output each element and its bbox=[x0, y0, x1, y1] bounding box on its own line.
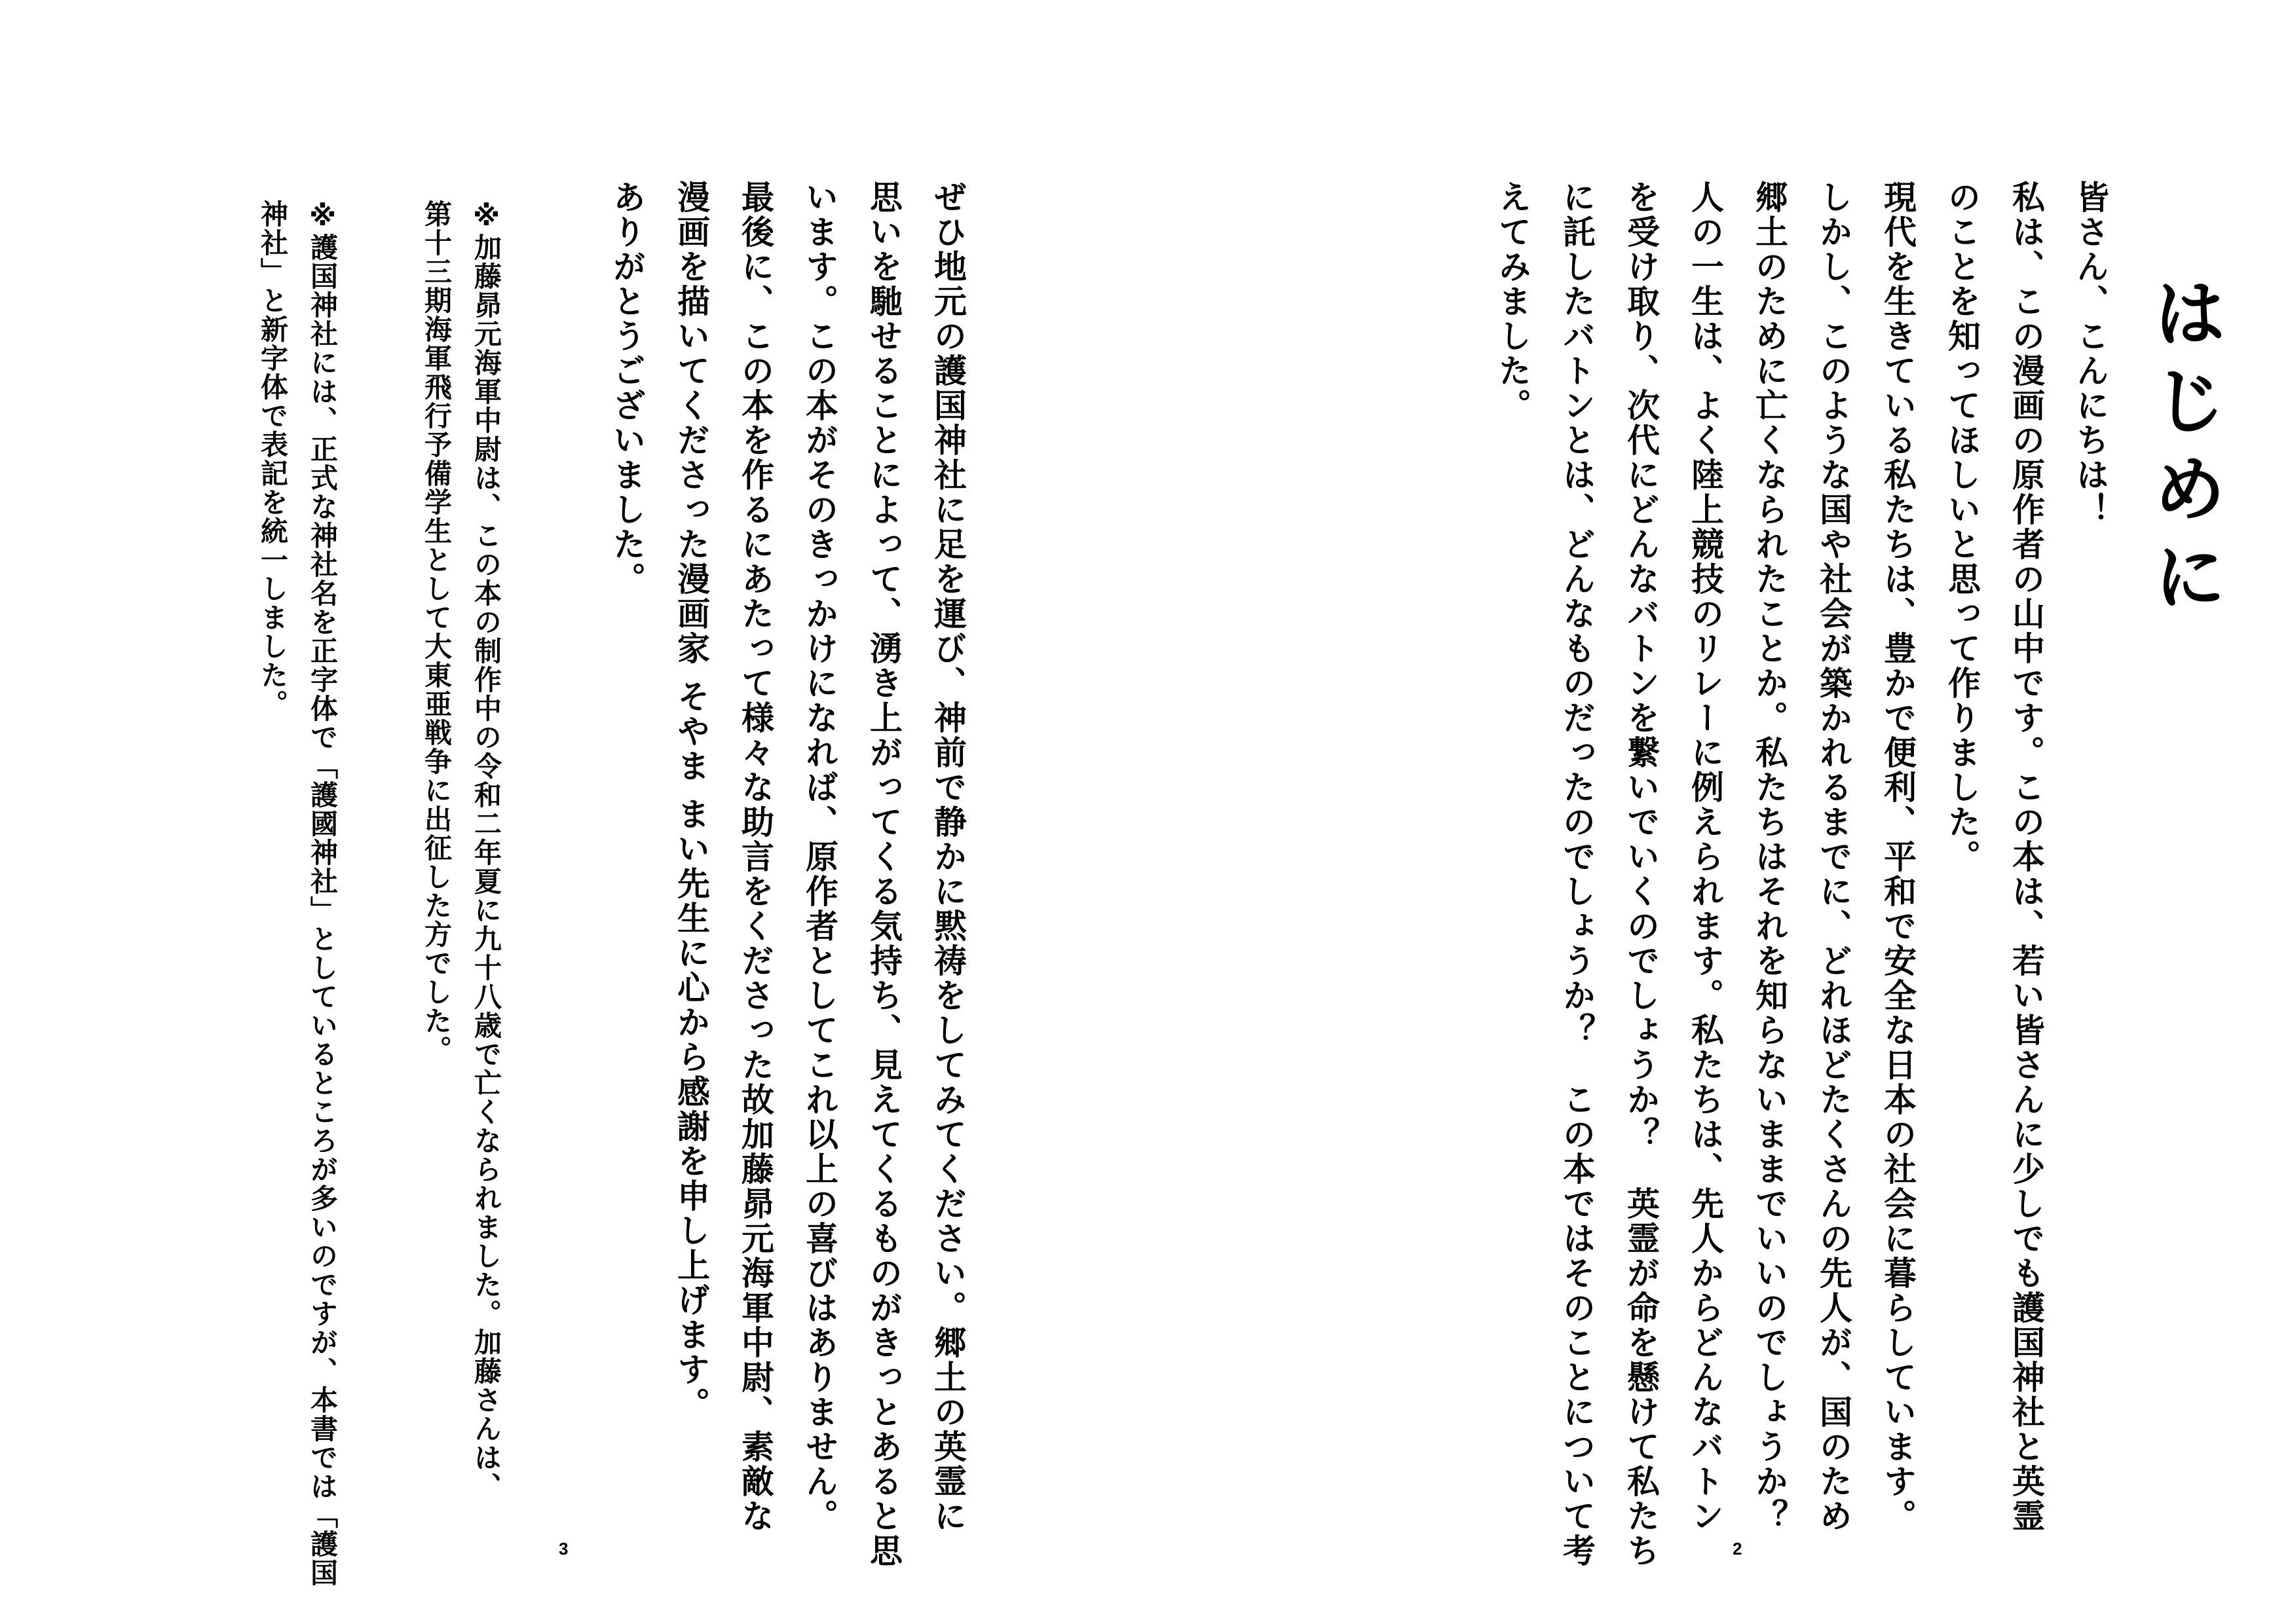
closing-body bbox=[595, 180, 980, 1588]
footnote-shrine-name: ※護国神社には、正式な神社名を正字体で「護國神社」としているところが多いのですが、本書では「護国 神社」と新字体で表記を統一しました。 bbox=[257, 200, 339, 1587]
page-right bbox=[1145, 0, 2290, 1624]
page-number: 2 bbox=[1733, 1539, 1742, 1559]
page-number: 3 bbox=[559, 1539, 569, 1559]
paragraph-relay-baton: 人の一生は、よく陸上競技のリレーに例えられます。私たちは、先人からどんなバトン を受け取り、次代にどんなバトンを繋いでいくのでしょうか？ 英霊が命を懸けて私たち に託したバトンとは、どんなものだったのでしょうか？ この本ではそのことについて考 えてみました。 bbox=[1493, 180, 1724, 1568]
paragraph-greeting: 皆さん、こんにちは！ 私は、この漫画の原作者の山中です。この本は、若い皆さんに少しでも護国神社と英霊 のことを知ってほしいと思って作りました。 bbox=[1943, 180, 2109, 1534]
paragraph-acknowledgements: 最後に、この本を作るにあたって様々な助言をくださった故加藤昴元海軍中尉、素敵な 漫画を描いてくださった漫画家 そやま まい先生に心から感謝を申し上げます。 ありがとうございました。 bbox=[608, 180, 774, 1534]
paragraph-visit-shrine: ぜひ地元の護国神社に足を運び、神前で静かに黙祷をしてみてください。郷土の英霊に 思いを馳せることによって、湧き上がってくる気持ち、見えてくるものがきっとあると思 います。この本がそのきっかけになれば、原作者としてこれ以上の喜びはありません。 bbox=[800, 180, 967, 1568]
introduction-body bbox=[1480, 180, 2122, 1588]
page-title: はじめに bbox=[2141, 275, 2226, 626]
footnote-kato: ※加藤昴元海軍中尉は、この本の制作中の令和二年夏に九十八歳で亡くなられました。加藤さんは、 第十三期海軍飛行予備学生として大東亜戦争に出征した方でした。 bbox=[421, 200, 502, 1501]
paragraph-modern-society: 現代を生きている私たちは、豊かで便利、平和で安全な日本の社会に暮らしています。 しかし、このような国や社会が築かれるまでに、どれほどたくさんの先人が、国のため 郷土のために亡くなられたことか。私たちはそれを知らないままでいいのでしょうか？ bbox=[1750, 180, 1917, 1534]
